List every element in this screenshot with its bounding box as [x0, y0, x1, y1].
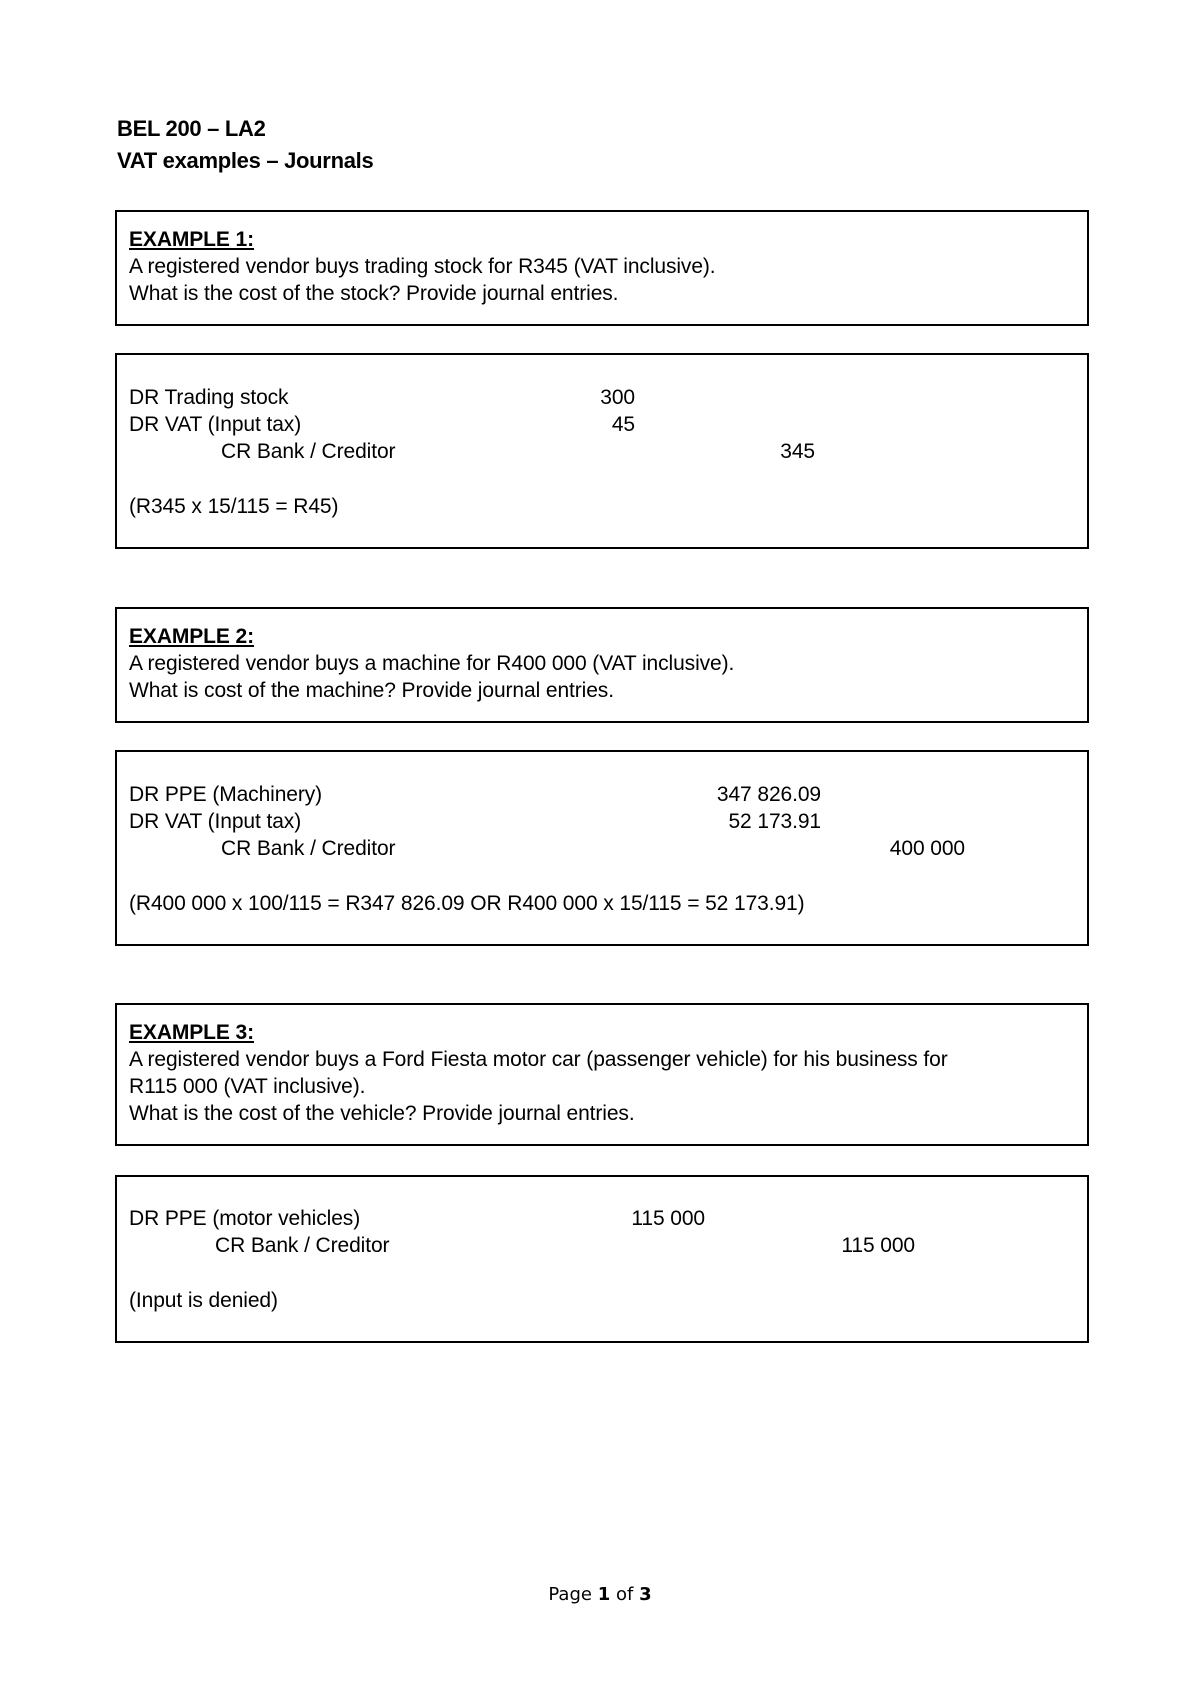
- example-3-journal-box: [115, 1175, 1089, 1343]
- journal-debit: 300: [600, 386, 635, 409]
- example-heading: EXAMPLE 3:: [129, 1021, 255, 1044]
- journal-account: CR Bank / Creditor: [221, 837, 396, 860]
- example-2-question-box: [115, 607, 1089, 723]
- footer-current-page: 1: [597, 1584, 611, 1605]
- journal-account: CR Bank / Creditor: [215, 1234, 390, 1257]
- journal-note: (R345 x 15/115 = R45): [129, 495, 339, 518]
- journal-account: DR Trading stock: [129, 386, 289, 409]
- document-subtitle: VAT examples – Journals: [117, 148, 374, 173]
- journal-account: CR Bank / Creditor: [221, 440, 396, 463]
- example-2-journal-box: [115, 750, 1089, 946]
- footer-total-pages: 3: [639, 1584, 652, 1605]
- journal-credit: 115 000: [841, 1234, 915, 1257]
- footer-page-label: Page: [548, 1584, 592, 1605]
- journal-credit: 400 000: [889, 837, 965, 860]
- journal-debit: 115 000: [631, 1207, 705, 1230]
- example-heading: EXAMPLE 1:: [129, 228, 255, 251]
- journal-debit: 347 826.09: [716, 783, 821, 806]
- example-3-question-box: [115, 1003, 1089, 1146]
- journal-credit: 345: [780, 440, 815, 463]
- question-line: R115 000 (VAT inclusive).: [129, 1075, 366, 1098]
- journal-account: DR VAT (Input tax): [129, 413, 302, 436]
- document-course-title: BEL 200 – LA2: [117, 116, 266, 141]
- example-heading: EXAMPLE 2:: [129, 625, 255, 648]
- question-line: A registered vendor buys trading stock for R345 (VAT inclusive).: [129, 255, 716, 278]
- example-1-journal-box: [115, 353, 1089, 549]
- footer-of-label: of: [615, 1584, 634, 1605]
- question-line: What is the cost of the stock? Provide journal entries.: [129, 282, 619, 305]
- journal-note: (Input is denied): [129, 1289, 278, 1312]
- journal-account: DR PPE (Machinery): [129, 783, 323, 806]
- question-line: A registered vendor buys a machine for R400 000 (VAT inclusive).: [129, 652, 735, 675]
- example-1-question-box: [115, 210, 1089, 326]
- journal-account: DR VAT (Input tax): [129, 810, 302, 833]
- journal-debit: 45: [611, 413, 635, 436]
- journal-account: DR PPE (motor vehicles): [129, 1207, 361, 1230]
- question-line: A registered vendor buys a Ford Fiesta motor car (passenger vehicle) for his business for: [129, 1048, 948, 1071]
- journal-note: (R400 000 x 100/115 = R347 826.09 OR R400 000 x 15/115 = 52 173.91): [129, 892, 805, 915]
- question-line: What is the cost of the vehicle? Provide journal entries.: [129, 1102, 635, 1125]
- question-line: What is cost of the machine? Provide journal entries.: [129, 679, 614, 702]
- journal-debit: 52 173.91: [728, 810, 821, 833]
- page-number-footer: [0, 1584, 1200, 1605]
